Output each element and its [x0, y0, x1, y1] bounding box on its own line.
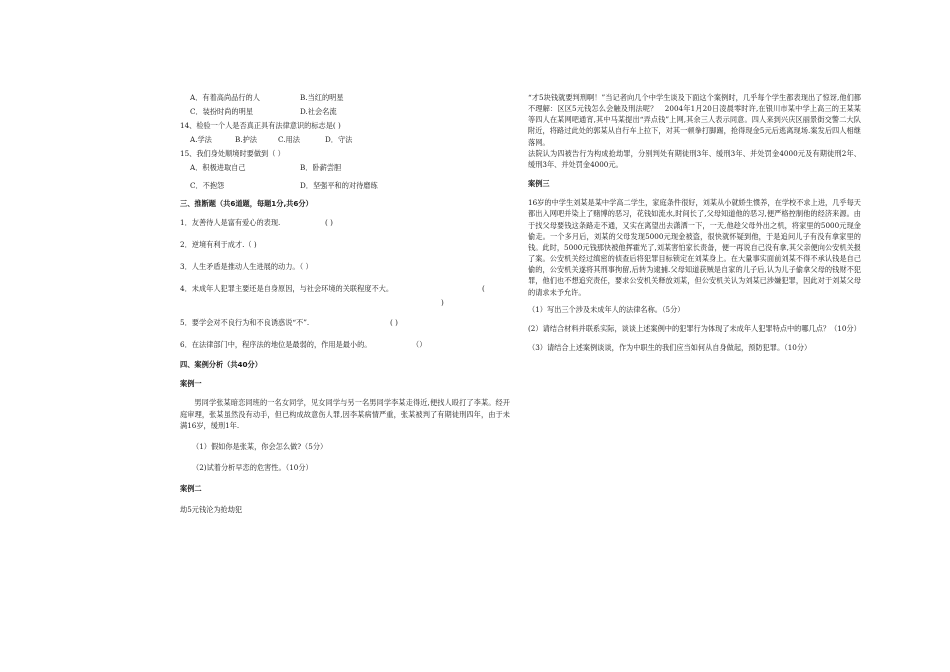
tf-item-1 — [180, 217, 510, 231]
tf-item-3 — [180, 261, 510, 275]
case2-body-2: 法院认为四被告行为构成抢劫罪，分别判处有期徒刑3年、缓刑3年、并处罚金4000元及有期徒刑2年、缓刑3年、并处罚金4000元。 — [528, 148, 861, 169]
q14-option-c: C.用法 — [278, 135, 300, 144]
q14-options — [180, 134, 510, 148]
q15-option-b: B．卧薪尝胆 — [300, 163, 342, 172]
tf-item-1-paren: ( ) — [325, 218, 333, 228]
q15-stem — [180, 148, 510, 162]
tf-item-5 — [180, 317, 510, 331]
q15-option-c: C．不抱怨 — [190, 181, 225, 190]
case3-body: 16岁的中学生刘某是某中学高二学生，家庭条件很好，刘某从小就娇生惯养，在学校不求上进，几乎每天都出入网吧并染上了赌博的恶习，花钱如流水,时间长了,父母知道他的恶习,便严格控制他的经济来源。由于找父母要钱这条路走不通，又实在离望出去潇洒一下，一天,他趁父母外出之机，将家里的5000元现金偷走。一个多月后，刘某的父母发现5000元现金被盗，很快就怀疑到他，于是追问儿子有没有拿家里的钱。此时，5000元钱那快被他挥霍光了,刘某害怕家长责备，便一再说自己没有拿,其父亲便向公安机关报了案。公安机关经过缜密的侦查后将犯罪目标锁定在刘某身上。在大量事实面前刘某不得不承认钱是自己偷的，公安机关遂将其刑事拘留,后转为逮捕.父母知道获贼是自家的儿子后,认为儿子偷拿父母的钱财不犯罪，他们也不想追究责任，要求公安机关释放刘某，但公安机关认为刘某已涉嫌犯罪，因此对于刘某父母的请求未予允许。 — [528, 198, 861, 297]
tf-item-5-text: 5．要学会对不良行为和不良诱惑说“不”. — [180, 318, 310, 328]
tf-item-4 — [180, 283, 510, 297]
section4-title: 四、案例分析（共40分） — [180, 360, 262, 370]
tf-item-6-text: 6．在法律部门中，程序法的地位是最弱的，作用是最小的。 — [180, 340, 372, 350]
q14-option-a: A.学法 — [190, 135, 212, 144]
case3-question-3: （3）请结合上述案例谈谈，作为中职生的我们应当如何从自身做起，预防犯罪。（10分） — [528, 342, 812, 352]
case1-body: 男同学张某暗恋同班的一名女同学，见女同学与另一名男同学李某走得近,便找人殴打了李某。经开庭审理，张某虽然没有动手，但已构成故意伤人罪,因李某病情严重，张某被判了有期徒刑四年，由于未满16岁，缓刑1年. — [180, 398, 510, 430]
q13-option-b: B.当红的明星 — [300, 93, 344, 102]
q14-option-b: B.护法 — [235, 135, 257, 144]
tf-item-4-paren-close: ) — [441, 298, 444, 308]
case1-title: 案例一 — [180, 379, 202, 389]
q14-stem — [180, 120, 510, 134]
case1-question-1: （1）假如你是张某，你会怎么做?（5分） — [192, 441, 328, 451]
q15-options-row1 — [180, 162, 510, 176]
section3-title: 三、推断题（共6道题，每题1分,共6分） — [180, 199, 313, 208]
q13-option-c: C．装扮时尚的明星 — [190, 107, 254, 116]
case3-question-2: (2）请结合材料并联系实际，谈谈上述案例中的犯罪行为体现了未成年人犯罪特点中的哪几点？（10分） — [528, 323, 861, 333]
tf-item-4-close — [180, 297, 510, 309]
tf-item-5-paren: ( ) — [390, 318, 398, 328]
tf-item-2-text: 2．逆境有利于成才.（ ) — [180, 240, 257, 250]
q14-option-d: D．守法 — [325, 135, 353, 144]
q13-options-row1 — [180, 92, 510, 106]
q14-stem-text: 14、检验一个人是否真正具有法律意识的标志是( ) — [180, 121, 341, 130]
case1-question-2: （2)试着分析早恋的危害性。（10分） — [192, 463, 313, 473]
q15-options-row2 — [180, 180, 510, 194]
case3-question-1: （1）写出三个涉及未成年人的法律名称。（5分） — [528, 304, 685, 314]
q15-option-d: D．坚强平和的对待磨练 — [300, 181, 378, 190]
tf-item-4-text: 4．未成年人犯罪主要还是自身原因，与社会环境的关联程度不大。 — [180, 284, 394, 294]
q15-stem-text: 15、我们身处顺境时要做到（ ） — [180, 149, 285, 158]
case2-body-1: “才5块钱就要判刑啊！”当记者向几个中学生谈及下面这个案例时，几乎每个学生都表现出了惊讶,他们都不理解：区区5元钱怎么会触及刑法呢？ 2004年1月20日凌晨零时许,在银川市某中学上高三的王某某等四人在某网吧通宵,其中马某提出“弄点钱”上网,其余三人表示同意。四人来到兴庆区丽景街交警二大队附近，将路过此处的郭某从自行车上拉下，对其一顿拳打脚踢，抢得现金5元后逃离现场.案发后四人相继落网。 — [528, 93, 861, 147]
q13-options-row2 — [180, 106, 510, 120]
tf-item-4-paren-open: ( — [482, 284, 485, 294]
q13-option-d: D.社会名流 — [300, 107, 337, 116]
case2-title: 案例二 — [180, 484, 202, 494]
tf-item-3-text: 3．人生矛盾是推动人生进展的动力。（ ） — [180, 262, 313, 272]
tf-item-2 — [180, 239, 510, 253]
tf-item-1-text: 1．友善待人是富有爱心的表现. — [180, 218, 281, 228]
tf-item-6 — [180, 339, 510, 353]
q15-option-a: A．积极进取自己 — [190, 163, 246, 172]
right-column — [528, 92, 861, 353]
case2-subtitle: 劫5元钱沦为抢劫犯 — [180, 505, 243, 515]
left-column — [180, 92, 510, 516]
case3-title: 案例三 — [528, 179, 550, 189]
tf-item-6-paren: （） — [412, 340, 427, 350]
q13-option-a: A．有着高尚品行的人 — [190, 93, 260, 102]
